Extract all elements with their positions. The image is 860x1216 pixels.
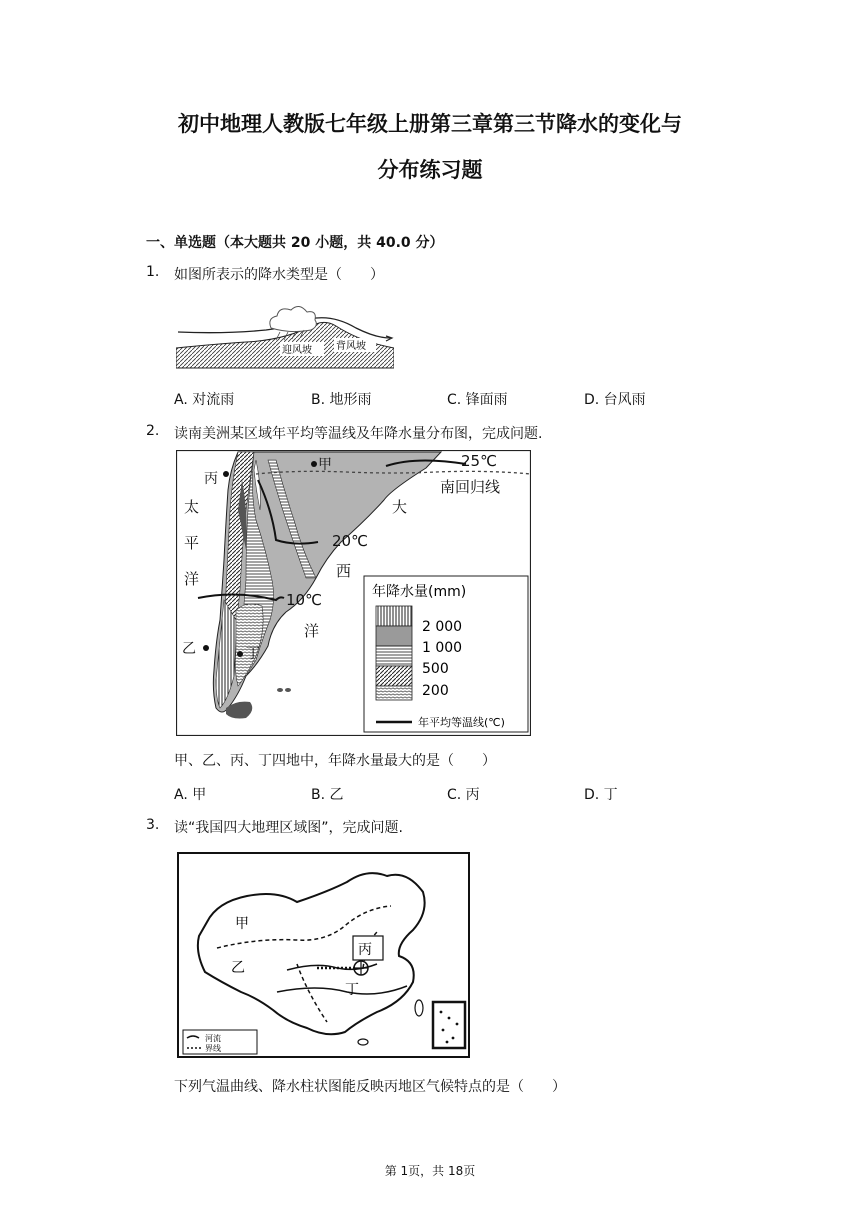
option-b[interactable]: B. 乙 xyxy=(311,787,344,803)
region-jia: 甲 xyxy=(235,916,249,932)
question-number: 1. xyxy=(146,264,160,280)
option-a[interactable]: A. 甲 xyxy=(174,787,207,803)
legend-boundary: 界线 xyxy=(205,1044,221,1053)
china-regions-map xyxy=(177,852,470,1058)
option-b[interactable]: B. 地形雨 xyxy=(311,392,372,408)
orographic-rain-figure xyxy=(176,298,394,370)
option-c[interactable]: C. 丙 xyxy=(447,787,480,803)
question-number: 2. xyxy=(146,423,160,439)
legend-200: 200 xyxy=(422,683,449,699)
atlantic-char-3: 洋 xyxy=(304,622,320,640)
pacific-char-1: 太 xyxy=(184,498,200,516)
pacific-char-3: 洋 xyxy=(184,570,200,588)
precip-legend xyxy=(364,576,528,732)
legend-1000: 1 000 xyxy=(422,640,463,656)
tropic-label: 南回归线 xyxy=(440,478,501,496)
place-bing: 丙 xyxy=(204,471,218,487)
question-text: 如图所表示的降水类型是（ ） xyxy=(174,267,384,283)
legend-isotherm: 年平均等温线(℃) xyxy=(418,716,505,729)
place-ding: 丁 xyxy=(246,646,260,662)
isotherm-20: 20℃ xyxy=(332,532,368,550)
option-d[interactable]: D. 台风雨 xyxy=(584,392,646,408)
region-yi: 乙 xyxy=(231,960,245,976)
leeward-label: 背风坡 xyxy=(336,341,366,352)
atlantic-char-2: 西 xyxy=(336,562,352,580)
region-bing: 丙 xyxy=(358,942,372,958)
legend-500: 500 xyxy=(422,661,449,677)
option-d[interactable]: D. 丁 xyxy=(584,787,618,803)
page-title-line2: 分布练习题 xyxy=(377,158,483,182)
atlantic-char-1: 大 xyxy=(392,498,408,516)
pacific-char-2: 平 xyxy=(184,534,200,552)
option-a[interactable]: A. 对流雨 xyxy=(174,392,235,408)
question-text: 读南美洲某区域年平均等温线及年降水量分布图，完成问题. xyxy=(174,426,543,442)
page-footer: 第 1页，共 18页 xyxy=(384,1164,476,1178)
question-subtext: 下列气温曲线、降水柱状图能反映丙地区气候特点的是（ ） xyxy=(174,1079,566,1095)
isotherm-25: 25℃ xyxy=(461,452,497,470)
option-c[interactable]: C. 锋面雨 xyxy=(447,392,508,408)
question-number: 3. xyxy=(146,817,160,833)
isotherm-10: 10℃ xyxy=(286,591,322,609)
windward-label: 迎风坡 xyxy=(282,345,312,356)
legend-2000: 2 000 xyxy=(422,619,463,635)
question-subtext: 甲、乙、丙、丁四地中，年降水量最大的是（ ） xyxy=(174,753,496,769)
section-heading: 一、单选题（本大题共 20 小题，共 40.0 分） xyxy=(146,235,444,251)
place-yi: 乙 xyxy=(182,641,196,657)
south-america-map xyxy=(176,450,531,736)
region-ding: 丁 xyxy=(345,982,359,998)
legend-river: 河流 xyxy=(205,1034,221,1043)
legend-title: 年降水量(mm) xyxy=(372,584,467,600)
question-text: 读“我国四大地理区域图”，完成问题. xyxy=(174,820,403,836)
page-title-line1: 初中地理人教版七年级上册第三章第三节降水的变化与 xyxy=(178,112,682,136)
place-jia: 甲 xyxy=(318,457,332,473)
